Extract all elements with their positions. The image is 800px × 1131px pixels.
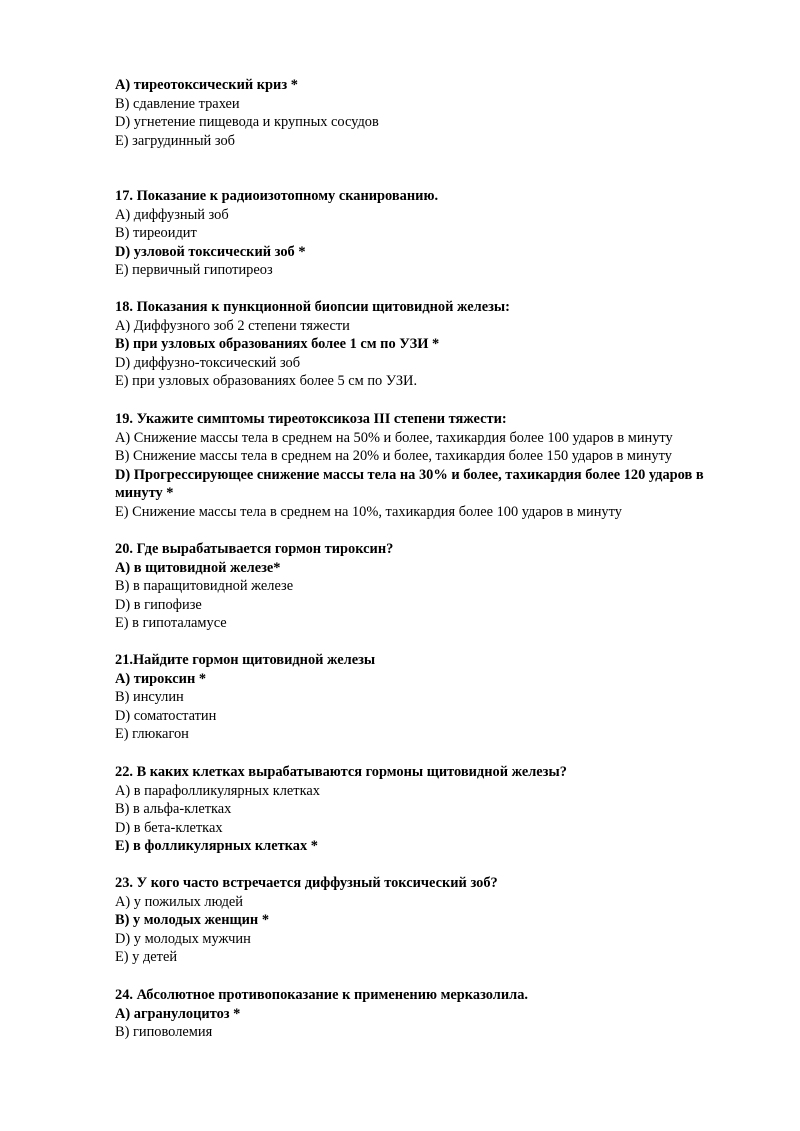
option-a-correct: A) в щитовидной железе* [115,559,281,576]
option-e: E) при узловых образованиях более 5 см по УЗИ. [115,373,418,390]
option-b: B) в паращитовидной железе [115,578,294,595]
question-block-17 [115,187,755,280]
option-b-correct: B) при узловых образованиях более 1 см по УЗИ * [115,336,440,353]
question-block-23 [115,874,755,967]
question-block-20 [115,540,755,633]
option-b: B) гиповолемия [115,1024,213,1041]
option-a-correct: A) тиреотоксический криз * [115,77,298,93]
question-title: 22. В каких клетках вырабатываются гормоны щитовидной железы? [115,764,567,780]
option-b: B) в альфа-клетках [115,801,232,818]
option-a: A) у пожилых людей [115,893,244,910]
question-block-16-tail [115,76,755,150]
option-d: D) в гипофизе [115,596,202,613]
option-d: D) соматостатин [115,707,217,724]
question-block-18 [115,298,755,391]
option-a: A) Снижение массы тела в среднем на 50% и более, тахикардия более 100 ударов в минуту [115,429,673,446]
question-block-21 [115,651,755,744]
question-title: 23. У кого часто встречается диффузный токсический зоб? [115,875,498,891]
option-e-correct: E) в фолликулярных клетках * [115,838,318,855]
question-title: 21.Найдите гормон щитовидной железы [115,652,376,668]
option-d: D) угнетение пищевода и крупных сосудов [115,114,379,131]
option-d-correct: D) узловой токсический зоб * [115,243,306,260]
question-title: 18. Показания к пункционной биопсии щитовидной железы: [115,299,510,315]
question-title: 24. Абсолютное противопоказание к применению мерказолила. [115,987,529,1003]
option-d: D) диффузно-токсический зоб [115,354,301,371]
option-a-correct: A) тироксин * [115,670,207,687]
question-title: 17. Показание к радиоизотопному сканированию. [115,188,439,204]
question-title: 19. Укажите симптомы тиреотоксикоза III степени тяжести: [115,411,507,427]
question-title: 20. Где вырабатывается гормон тироксин? [115,541,394,557]
option-b: B) тиреоидит [115,225,197,242]
option-b: B) Снижение массы тела в среднем на 20% и более, тахикардия более 150 ударов в минуту [115,448,672,465]
option-a: A) Диффузного зоб 2 степени тяжести [115,317,350,334]
option-a: A) в парафолликулярных клетках [115,782,320,799]
question-block-19 [115,410,755,522]
option-d: D) в бета-клетках [115,819,223,836]
option-d-correct: D) Прогрессирующее снижение массы тела на 30% и более, тахикардия более 120 ударов в минуту * [115,466,704,502]
option-e: E) в гипоталамусе [115,615,227,632]
option-b-correct: B) у молодых женщин * [115,912,270,929]
option-e: E) первичный гипотиреоз [115,262,273,279]
option-e: E) Снижение массы тела в среднем на 10%, тахикардия более 100 ударов в минуту [115,503,622,520]
option-b: B) сдавление трахеи [115,95,240,112]
option-d: D) у молодых мужчин [115,930,251,947]
option-e: E) загрудинный зоб [115,132,235,149]
option-e: E) у детей [115,949,178,966]
option-b: B) инсулин [115,689,184,706]
question-block-24 [115,986,755,1042]
option-a-correct: A) агранулоцитоз * [115,1005,241,1022]
option-a: A) диффузный зоб [115,206,229,223]
question-block-22 [115,763,755,856]
option-e: E) глюкагон [115,726,189,743]
